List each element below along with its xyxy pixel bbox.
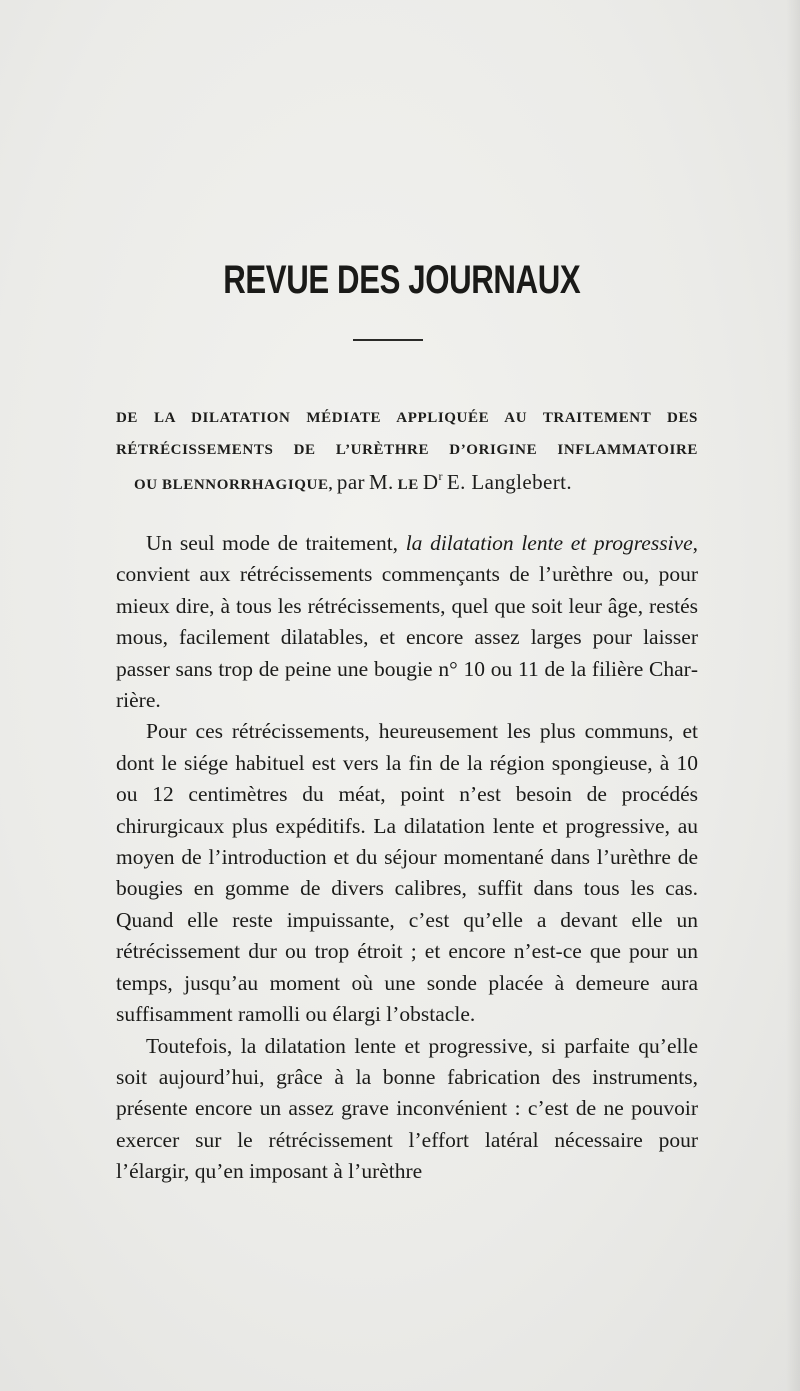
heading-dr <box>423 470 443 494</box>
heading-le: LE <box>397 477 419 493</box>
paragraph-1-italic: la dilatation lente et progressive <box>405 531 693 555</box>
paragraph-1 <box>116 528 698 716</box>
heading-line-1: DE LA DILATATION MÉDIATE APPLIQUÉE AU TRAITEMENT DES <box>116 410 698 426</box>
heading-line-3-prefix: OU BLENNORRHAGIQUE, <box>134 477 333 493</box>
heading-par: par <box>336 470 365 494</box>
page-edge-shadow <box>786 0 800 1391</box>
article-author: E. Langlebert. <box>446 470 573 494</box>
paragraph-3: Toutefois, la dilatation lente et progressive, si parfaite qu’elle soit aujourd’hui, grâce à la bonne fabrication des instruments, présente encore un assez grave inconvénient : c’est de ne pouvoir exercer sur le rétrécissement l’effort latéral nécessaire pour l’élargir, qu’en imposant à l’urèthre <box>116 1033 698 1184</box>
paragraph-2: Pour ces rétrécissements, heureusement les plus communs, et dont le siége habituel est vers la fin de la région spongieuse, à 10 ou 12 centimètres du méat, point n’est besoin de procédés chirurgicaux plus expéditifs. La dilatation lente et progressive, au moyen de l’introduction et du séjour momentané dans l’urèthre de bougies en gomme de divers calibres, suffit dans tous les cas. Quand elle reste impuissante, c’est qu’elle a devant elle un rétrécissement dur ou trop étroit ; et encore n’est-ce que pour un temps, jusqu’au moment où une sonde placée à demeure aura suffisamment ramolli ou élargi l’obstacle. <box>116 719 698 1027</box>
heading-dr-sup: r <box>438 469 443 483</box>
paragraph-1-start: Un seul mode de traitement, <box>146 531 406 555</box>
paragraph-1-rest: , convient aux rétrécissements commençants de l’urèthre ou, pour mieux dire, à tous les rétrécissements, quel que soit leur âge, restés mous, facilement dilatables, et encore assez larges pour laisser passer sans trop de peine une bougie n° 10 ou 11 de la filière Charrière. <box>116 531 698 713</box>
heading-line-3 <box>116 466 698 501</box>
article-heading <box>116 402 698 501</box>
journal-section-title: REVUE DES JOURNAUX <box>223 258 581 302</box>
heading-m: M. <box>368 470 394 494</box>
article-body <box>116 528 698 1188</box>
heading-line-2: RÉTRÉCISSEMENTS DE L’URÈTHRE D’ORIGINE INFLAMMATOIRE <box>116 442 698 458</box>
title-divider-rule <box>353 339 423 341</box>
heading-dr-letter: D <box>422 470 439 494</box>
